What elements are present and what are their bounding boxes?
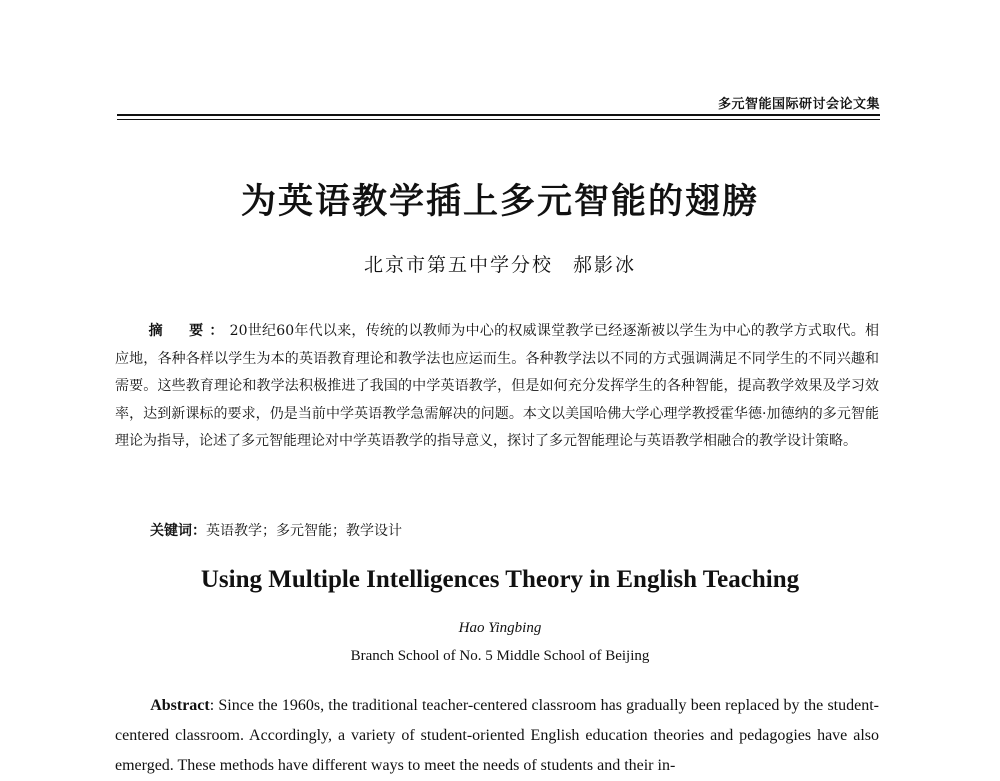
header-rule-thin [117,119,880,120]
author-chinese: 郝影冰 [573,254,637,276]
abstract-english-label: Abstract [150,697,210,714]
affiliation-chinese: 北京市第五中学分校 [363,254,553,276]
keywords-chinese-label: 关键词： [150,523,206,539]
keywords-chinese [150,520,870,540]
abstract-english [115,691,879,781]
author-english: Hao Yingbing [458,620,542,636]
running-header: 多元智能国际研讨会论文集 [717,97,880,112]
abstract-english-text: : Since the 1960s, the traditional teacher-centered classroom has gradually been replaced by the student-centered classroom. Accordingly, a variety of student-oriented English education theories and pedagogies have also emerged. These methods have different ways to meet the needs of students and their in- [115,697,879,774]
abstract-chinese-text: 20世纪60年代以来，传统的以教师为中心的权威课堂教学已经逐渐被以学生为中心的教学方式取代。相应地，各种各样以学生为本的英语教育理论和教学法也应运而生。各种教学法以不同的方式强调满足不同学生的不同兴趣和需要。这些教育理论和教学法积极推进了我国的中学英语教学，但是如何充分发挥学生的各种智能，提高教学效果及学习效率，达到新课标的要求，仍是当前中学英语教学急需解决的问题。本文以美国哈佛大学心理学教授霍华德·加德纳的多元智能理论为指导，论述了多元智能理论对中学英语教学的指导意义，探讨了多元智能理论与英语教学相融合的教学设计策略。 [115,323,879,449]
affiliation-english: Branch School of No. 5 Middle School of Beijing [350,648,650,664]
header-rule-thick [117,114,880,116]
byline-chinese [0,250,1000,277]
keywords-chinese-text: 英语教学；多元智能；教学设计 [206,523,402,539]
abstract-chinese-label: 摘 要： [148,323,230,339]
paper-title-english: Using Multiple Intelligences Theory in English Teaching [200,566,800,593]
paper-title-chinese: 为英语教学插上多元智能的翅膀 [240,182,759,222]
abstract-chinese [115,318,879,456]
